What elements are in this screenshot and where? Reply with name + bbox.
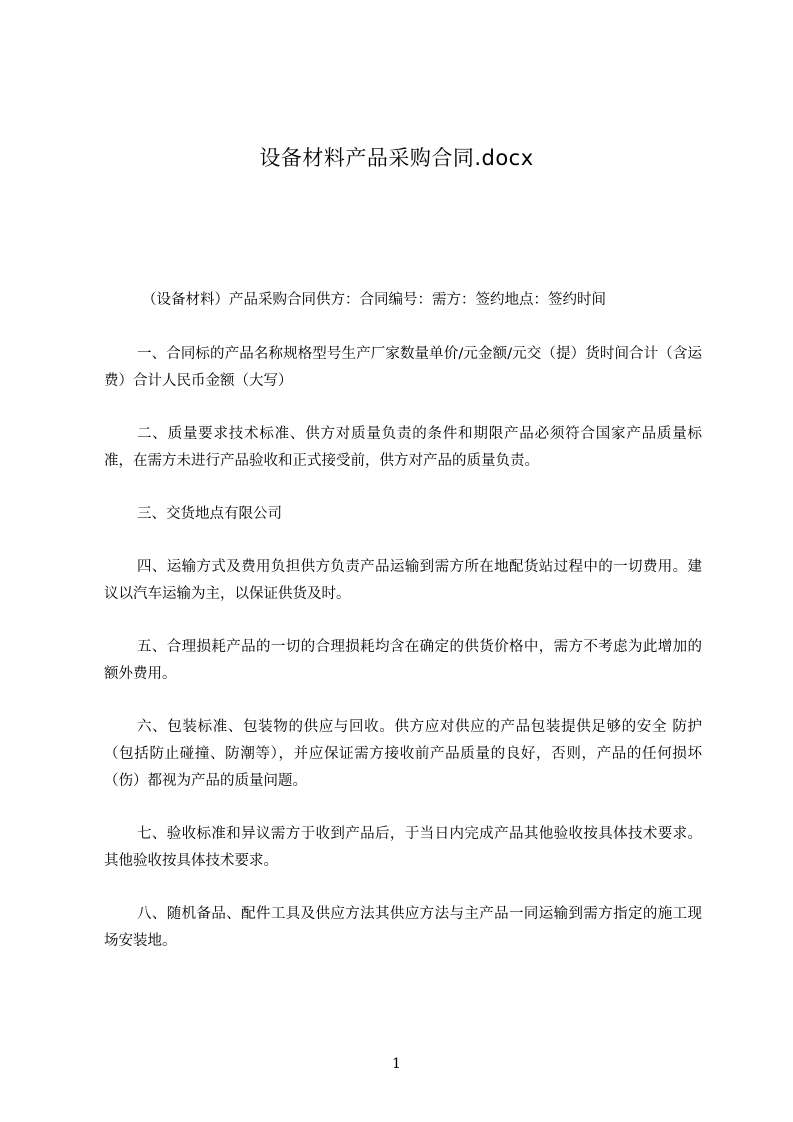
paragraph-4-transport: 四、运输方式及费用负担供方负责产品运输到需方所在地配货站过程中的一切费用。建议以汽车运输为主，以保证供货及时。 [104, 559, 702, 602]
page-number: 1 [392, 1056, 401, 1072]
document-title: 设备材料产品采购合同.docx [259, 146, 534, 170]
document-body [104, 287, 702, 981]
paragraph-6-packaging: 六、包装标准、包装物的供应与回收。供方应对供应的产品包装提供足够的安全 防护（包括防止碰撞、防潮等），并应保证需方接收前产品质量的良好，否则，产品的任何损坏（伤）都视为产品的质量问题。 [104, 719, 702, 789]
paragraph-1-subject-matter: 一、合同标的产品名称规格型号生产厂家数量单价/元金额/元交（提）货时间合计（含运费）合计人民币金额（大写） [104, 346, 702, 389]
paragraph-8-spare-parts: 八、随机备品、配件工具及供应方法其供应方法与主产品一同运输到需方指定的施工现场安装地。 [104, 906, 702, 949]
paragraph-5-losses: 五、合理损耗产品的一切的合理损耗均含在确定的供货价格中，需方不考虑为此增加的额外费用。 [104, 639, 702, 682]
paragraph-7-acceptance: 七、验收标准和异议需方于收到产品后，于当日内完成产品其他验收按具体技术要求。其他验收按具体技术要求。 [104, 826, 702, 869]
contract-header-line: （设备材料）产品采购合同供方：合同编号：需方：签约地点：签约时间 [142, 292, 606, 308]
paragraph-2-quality: 二、质量要求技术标准、供方对质量负责的条件和期限产品必须符合国家产品质量标准，在需方未进行产品验收和正式接受前，供方对产品的质量负责。 [104, 426, 702, 469]
paragraph-3-delivery-location: 三、交货地点有限公司 [137, 506, 282, 522]
